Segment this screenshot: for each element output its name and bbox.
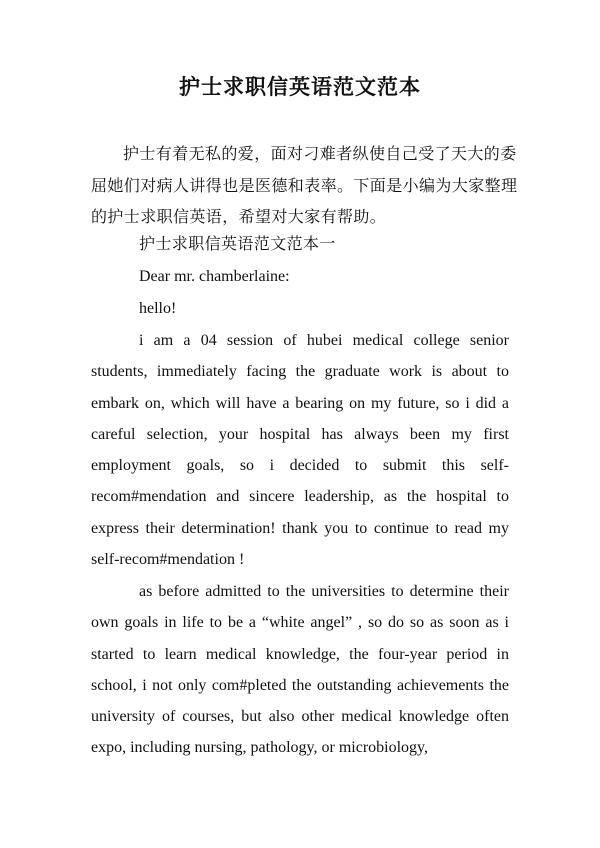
document-title: 护士求职信英语范文范本: [179, 75, 421, 99]
salutation: Dear mr. chamberlaine:: [139, 268, 290, 285]
body-paragraph-1: i am a 04 session of hubei medical college senior students, immediately facing the graduate work is about to embark on, which will have a bearing on my future, so i did a careful selection, your hospital has always been my first employment goals, so i decided to submit this self-recom#mendation and sincere leadership, as the hospital to express their determination! thank you to continue to read my self-recom#mendation !: [91, 332, 509, 569]
greeting: hello!: [139, 300, 177, 317]
section-heading: 护士求职信英语范文范本一: [139, 234, 336, 253]
intro-paragraph: 护士有着无私的爱，面对刁难者纵使自己受了天大的委屈她们对病人讲得也是医德和表率。下面是小编为大家整理的护士求职信英语，希望对大家有帮助。: [91, 144, 518, 226]
body-paragraph-2: as before admitted to the universities to determine their own goals in life to be a “white angel” , so do so as soon as i started to learn medical knowledge, the four-year period in school, i not only com#pleted the outstanding achievements the university of courses, but also other medical knowledge often expo, including nursing, pathology, or microbiology,: [91, 583, 509, 757]
